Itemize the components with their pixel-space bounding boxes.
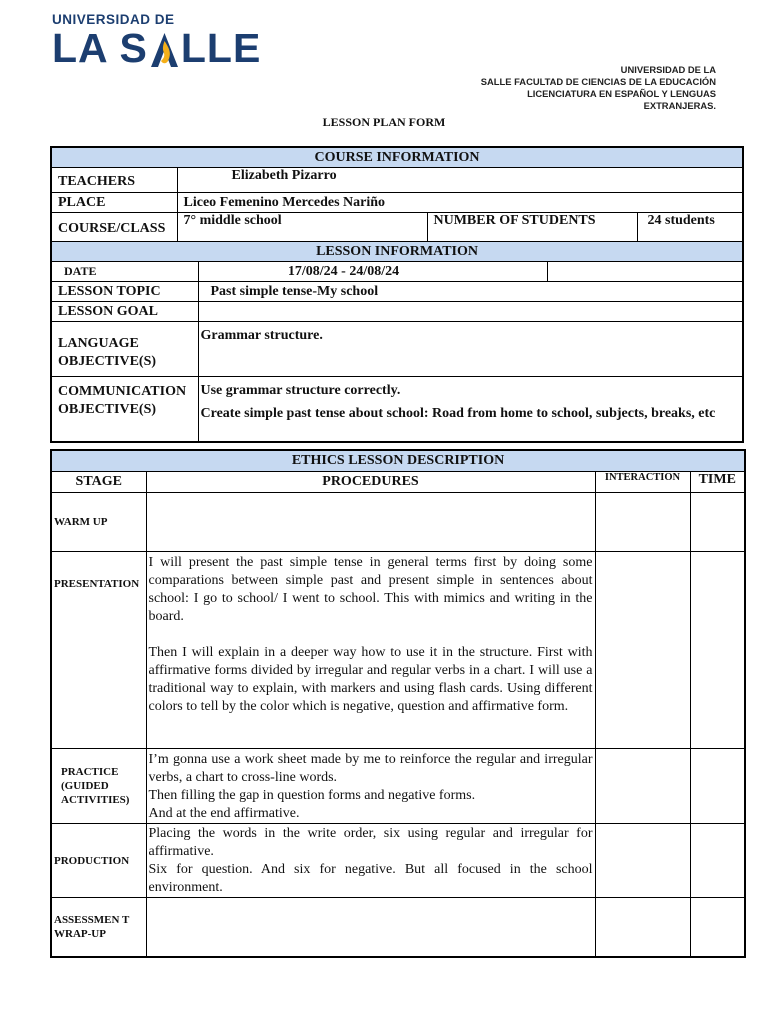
- time-column-header: TIME: [690, 472, 745, 493]
- lesson-goal-value: [198, 302, 743, 322]
- communication-objective-line: Create simple past tense about school: Road from home to school, subjects, breaks, etc: [200, 406, 716, 421]
- procedures-column-header: PROCEDURES: [146, 472, 595, 493]
- communication-objective-label: COMMUNICATION OBJECTIVE(S): [51, 377, 198, 443]
- procedure-paragraph: I will present the past simple tense in general terms first by doing some comparations between simple past and present simple in sentences about school: I go to school/ I went to school. This with mimics and writing in the board.: [148, 555, 593, 624]
- procedure-paragraph: Six for question. And six for negative. But all focused in the school environment.: [148, 862, 593, 895]
- table-row: [51, 898, 745, 958]
- interaction-column-header: INTERACTION: [595, 472, 690, 493]
- procedures-cell: [146, 493, 595, 552]
- lesson-topic-value: Past simple tense-My school: [198, 282, 743, 302]
- logo-line2-right: LLE: [180, 25, 262, 71]
- university-logo: [52, 12, 262, 71]
- interaction-cell: [595, 749, 690, 824]
- course-info-header: COURSE INFORMATION: [51, 147, 743, 168]
- language-objective-value: Grammar structure.: [198, 322, 743, 377]
- communication-objective-line: Use grammar structure correctly.: [200, 383, 401, 398]
- stage-assessment: ASSESSMEN T WRAP-UP: [51, 898, 146, 958]
- procedure-paragraph: And at the end affirmative.: [148, 806, 300, 821]
- table-row: [51, 824, 745, 898]
- time-cell: [690, 493, 745, 552]
- institution-line: SALLE FACULTAD DE CIENCIAS DE LA EDUCACIÓN: [480, 76, 716, 87]
- time-cell: [690, 824, 745, 898]
- form-title: LESSON PLAN FORM: [322, 115, 446, 129]
- time-cell: [690, 898, 745, 958]
- date-extra-cell: [547, 262, 743, 282]
- course-class-value: 7° middle school: [177, 213, 427, 242]
- place-value: Liceo Femenino Mercedes Nariño: [177, 193, 743, 213]
- lesson-goal-label: LESSON GOAL: [51, 302, 198, 322]
- ethics-header: ETHICS LESSON DESCRIPTION: [51, 450, 745, 472]
- logo-line1: UNIVERSIDAD DE: [52, 12, 175, 27]
- time-cell: [690, 749, 745, 824]
- procedures-cell: [146, 824, 595, 898]
- students-value: 24 students: [637, 213, 743, 242]
- teachers-value: Elizabeth Pizarro: [177, 168, 743, 193]
- time-cell: [690, 552, 745, 749]
- course-info-table: [50, 146, 744, 443]
- interaction-cell: [595, 824, 690, 898]
- interaction-cell: [595, 552, 690, 749]
- procedures-cell: [146, 898, 595, 958]
- ethics-lesson-table: [50, 449, 746, 958]
- procedure-paragraph: I’m gonna use a work sheet made by me to reinforce the regular and irregular verbs, a chart to cross-line words.: [148, 752, 593, 785]
- date-label: DATE: [51, 262, 198, 282]
- institution-heading: [481, 64, 716, 112]
- interaction-cell: [595, 898, 690, 958]
- procedure-paragraph: Then I will explain in a deeper way how to use it in the structure. First with affirmative forms divided by irregular and regular verbs in a chart. I will use a traditional way to explain, with markers and using flash cards. Using different colors to tell by the color which is negative, question and affirmative form.: [148, 645, 593, 714]
- lesson-topic-label: LESSON TOPIC: [51, 282, 198, 302]
- logo-a-flame-icon: [149, 31, 180, 67]
- procedures-cell: [146, 552, 595, 749]
- stage-presentation: PRESENTATION: [51, 552, 146, 749]
- stage-warm-up: WARM UP: [51, 493, 146, 552]
- teachers-label: TEACHERS: [51, 168, 177, 193]
- procedures-cell: [146, 749, 595, 824]
- stage-production: PRODUCTION: [51, 824, 146, 898]
- logo-wordmark: [52, 25, 262, 71]
- institution-line: EXTRANJERAS.: [643, 100, 716, 111]
- procedure-paragraph: Then filling the gap in question forms and negative forms.: [148, 788, 476, 803]
- lesson-info-header: LESSON INFORMATION: [51, 242, 743, 262]
- course-class-label: COURSE/CLASS: [51, 213, 177, 242]
- table-row: [51, 493, 745, 552]
- language-objective-label: LANGUAGE OBJECTIVE(S): [51, 322, 198, 377]
- logo-line2-left: LA S: [52, 25, 148, 71]
- communication-objective-value: [198, 377, 743, 443]
- stage-column-header: STAGE: [51, 472, 146, 493]
- interaction-cell: [595, 493, 690, 552]
- date-value: 17/08/24 - 24/08/24: [198, 262, 547, 282]
- institution-line: UNIVERSIDAD DE LA: [620, 64, 716, 75]
- institution-line: LICENCIATURA EN ESPAÑOL Y LENGUAS: [527, 88, 716, 99]
- students-label: NUMBER OF STUDENTS: [427, 213, 637, 242]
- stage-practice: PRACTICE (GUIDED ACTIVITIES): [51, 749, 146, 824]
- table-row: [51, 552, 745, 749]
- procedure-paragraph: Placing the words in the write order, six using regular and irregular for affirmative.: [148, 826, 593, 859]
- place-label: PLACE: [51, 193, 177, 213]
- table-row: [51, 749, 745, 824]
